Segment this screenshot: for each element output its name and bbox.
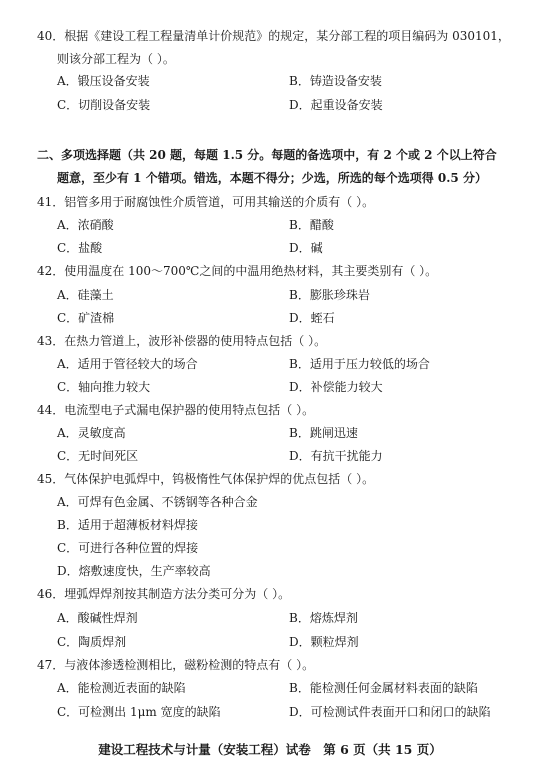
q42-stem: 42．使用温度在 100～700℃之间的中温用绝热材料，其主要类别有（ ）。 [37,264,438,278]
q47-stem: 47．与液体渗透检测相比，磁粉检测的特点有（ ）。 [37,658,315,672]
q46-stem: 46．埋弧焊焊剂按其制造方法分类可分为（ ）。 [37,587,291,601]
q46-option-b: B．熔炼焊剂 [289,611,358,625]
q43-stem: 43．在热力管道上，波形补偿器的使用特点包括（ ）。 [37,334,327,348]
q40-stem-line1: 40．根据《建设工程工程量清单计价规范》的规定，某分部工程的项目编码为 030101， [37,29,510,43]
q40-stem-line2: 则该分部工程为（ ）。 [57,52,175,66]
section-2-heading-line1: 二、多项选择题（共 20 题，每题 1.5 分。每题的备选项中，有 2 个或 2 个以上符合 [37,148,497,162]
q43-option-a: A．适用于管径较大的场合 [57,357,198,371]
q46-option-d: D．颗粒焊剂 [289,635,359,649]
section-2-heading-line2: 题意，至少有 1 个错项。错选，本题不得分；少选，所选的每个选项得 0.5 分） [57,171,487,185]
q42-option-c: C．矿渣棉 [57,311,115,325]
q41-stem: 41．铝管多用于耐腐蚀性介质管道，可用其输送的介质有（ ）。 [37,195,375,209]
page-footer: 建设工程技术与计量（安装工程）试卷 第 6 页（共 15 页） [98,742,442,757]
q42-option-d: D．蛭石 [289,311,335,325]
q40-option-c: C．切削设备安装 [57,98,151,112]
q42-option-a: A．硅藻土 [57,288,114,302]
q41-option-a: A．浓硝酸 [57,218,114,232]
q47-option-a: A．能检测近表面的缺陷 [57,681,186,695]
q46-option-a: A．酸碱性焊剂 [57,611,138,625]
q43-option-c: C．轴向推力较大 [57,380,151,394]
q40-option-a: A．锻压设备安装 [57,74,150,88]
q42-option-b: B．膨胀珍珠岩 [289,288,370,302]
q45-option-b: B．适用于超薄板材料焊接 [57,518,198,532]
q40-option-d: D．起重设备安装 [289,98,383,112]
q41-option-c: C．盐酸 [57,241,103,255]
q44-option-a: A．灵敏度高 [57,426,126,440]
q40-option-b: B．铸造设备安装 [289,74,382,88]
q41-option-b: B．醋酸 [289,218,334,232]
q45-option-a: A．可焊有色金属、不锈钢等各种合金 [57,495,258,509]
q46-option-c: C．陶质焊剂 [57,635,127,649]
q44-option-c: C．无时间死区 [57,449,139,463]
q47-option-b: B．能检测任何金属材料表面的缺陷 [289,681,478,695]
q43-option-b: B．适用于压力较低的场合 [289,357,430,371]
q47-option-d: D．可检测试件表面开口和闭口的缺陷 [289,705,491,719]
q47-option-c: C．可检测出 1μm 宽度的缺陷 [57,705,221,719]
q45-option-d: D．熔敷速度快，生产率较高 [57,564,211,578]
q44-option-d: D．有抗干扰能力 [289,449,383,463]
q44-stem: 44．电流型电子式漏电保护器的使用特点包括（ ）。 [37,403,315,417]
q45-stem: 45．气体保护电弧焊中，钨极惰性气体保护焊的优点包括（ ）。 [37,472,375,486]
q43-option-d: D．补偿能力较大 [289,380,383,394]
q45-option-c: C．可进行各种位置的焊接 [57,541,199,555]
q44-option-b: B．跳闸迅速 [289,426,358,440]
q41-option-d: D．碱 [289,241,323,255]
